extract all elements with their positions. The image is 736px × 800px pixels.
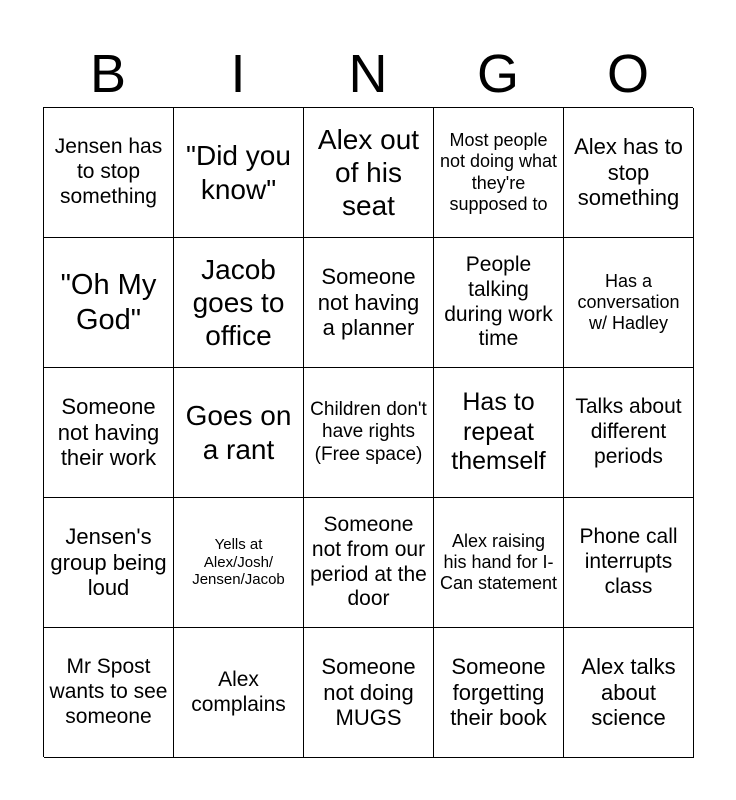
header-letter-g: G — [476, 44, 519, 104]
header-letter-n: N — [348, 44, 388, 104]
bingo-header — [43, 44, 693, 104]
bingo-cell[interactable] — [434, 368, 564, 498]
bingo-cell[interactable] — [174, 108, 304, 238]
bingo-cell[interactable] — [174, 498, 304, 628]
cell-text: Someone not from our period at the door — [310, 512, 427, 611]
bingo-cell[interactable] — [174, 238, 304, 368]
cell-text: Talks about different periods — [575, 395, 682, 468]
bingo-cell[interactable] — [304, 368, 434, 498]
cell-text: Jacob goes to office — [192, 253, 285, 352]
cell-text: Yells at Alex/Josh/ Jensen/Jacob — [192, 535, 285, 589]
cell-text: Someone not having their work — [57, 393, 160, 471]
cell-text: Jensen's group being loud — [50, 523, 167, 601]
bingo-cell[interactable] — [564, 238, 694, 368]
cell-text: Someone forgetting their book — [450, 653, 547, 731]
bingo-cell[interactable] — [304, 498, 434, 628]
cell-text: "Did you know" — [186, 140, 291, 205]
bingo-cell[interactable] — [304, 108, 434, 238]
header-letter-b: B — [89, 44, 127, 104]
cell-text: Has to repeat themself — [451, 388, 546, 476]
bingo-cell[interactable] — [44, 498, 174, 628]
bingo-cell[interactable] — [564, 498, 694, 628]
cell-text: Alex talks about science — [581, 653, 676, 731]
bingo-cell[interactable] — [434, 108, 564, 238]
cell-text: Children don't have rights (Free space) — [310, 398, 427, 465]
bingo-cell[interactable] — [304, 238, 434, 368]
cell-text: Alex has to stop something — [574, 133, 683, 211]
bingo-cell[interactable] — [564, 628, 694, 758]
cell-text: Alex complains — [191, 667, 286, 716]
bingo-cell[interactable] — [174, 368, 304, 498]
bingo-cell[interactable] — [44, 108, 174, 238]
cell-text: Jensen has to stop something — [54, 135, 163, 208]
bingo-cell[interactable] — [304, 628, 434, 758]
cell-text: Has a conversation w/ Hadley — [577, 270, 680, 334]
bingo-cell[interactable] — [434, 628, 564, 758]
cell-text: Someone not doing MUGS — [321, 653, 416, 731]
cell-text: People talking during work time — [444, 252, 553, 351]
bingo-cell[interactable] — [44, 238, 174, 368]
bingo-board — [43, 107, 693, 757]
header-letter-o: O — [606, 44, 649, 104]
cell-text: Most people not doing what they're supposed to — [439, 130, 558, 214]
cell-text: Goes on a rant — [185, 400, 292, 465]
cell-text: Alex raising his hand for I-Can statement — [439, 530, 558, 594]
bingo-cell[interactable] — [434, 238, 564, 368]
cell-text: "Oh My God" — [60, 269, 157, 336]
cell-text: Alex out of his seat — [317, 123, 420, 222]
cell-text: Phone call interrupts class — [579, 525, 678, 598]
bingo-cell[interactable] — [174, 628, 304, 758]
header-letter-i: I — [230, 44, 246, 104]
cell-text: Mr Spost wants to see someone — [49, 655, 168, 728]
bingo-cell[interactable] — [44, 628, 174, 758]
cell-text: Someone not having a planner — [317, 263, 420, 341]
bingo-cell[interactable] — [44, 368, 174, 498]
bingo-cell[interactable] — [434, 498, 564, 628]
bingo-cell[interactable] — [564, 368, 694, 498]
bingo-cell[interactable] — [564, 108, 694, 238]
